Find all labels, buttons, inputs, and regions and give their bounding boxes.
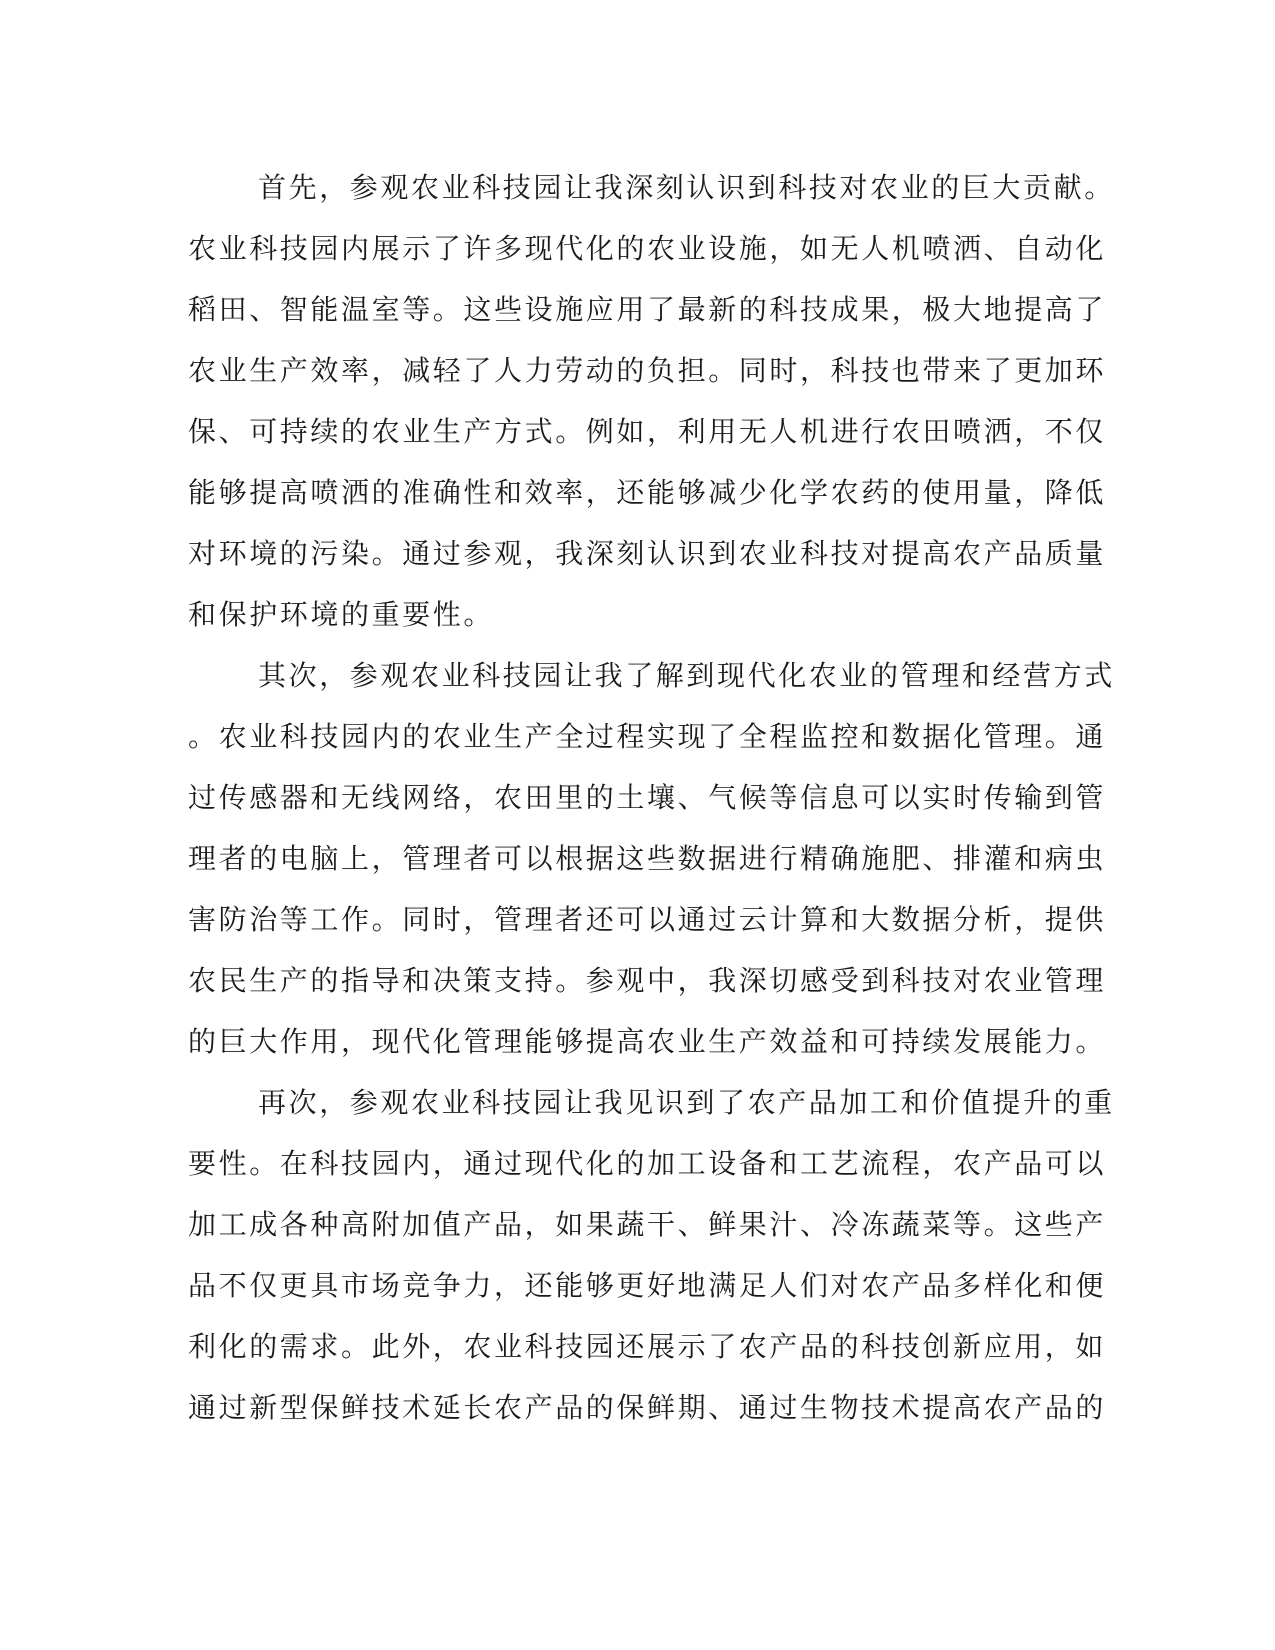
paragraph-line: 利化的需求。此外，农业科技园还展示了农产品的科技创新应用，如 [188, 1330, 1107, 1363]
paragraph-2 [188, 645, 1115, 1072]
paragraph-line: 对环境的污染。通过参观，我深刻认识到农业科技对提高农产品质量 [188, 537, 1107, 570]
paragraph-line: 害防治等工作。同时，管理者还可以通过云计算和大数据分析，提供 [188, 903, 1107, 936]
paragraph-line: 首先，参观农业科技园让我深刻认识到科技对农业的巨大贡献。 [258, 171, 1115, 204]
paragraph-line: 农民生产的指导和决策支持。参观中，我深切感受到科技对农业管理 [188, 964, 1107, 997]
paragraph-line: 理者的电脑上，管理者可以根据这些数据进行精确施肥、排灌和病虫 [188, 842, 1107, 875]
paragraph-3 [188, 1072, 1115, 1438]
paragraph-1 [188, 157, 1115, 645]
paragraph-line: 农业科技园内展示了许多现代化的农业设施，如无人机喷洒、自动化 [188, 232, 1107, 265]
paragraph-line: 。农业科技园内的农业生产全过程实现了全程监控和数据化管理。通 [188, 720, 1107, 753]
paragraph-line: 品不仅更具市场竞争力，还能够更好地满足人们对农产品多样化和便 [188, 1269, 1107, 1302]
paragraph-line: 要性。在科技园内，通过现代化的加工设备和工艺流程，农产品可以 [188, 1147, 1107, 1180]
paragraph-line: 保、可持续的农业生产方式。例如，利用无人机进行农田喷洒，不仅 [188, 415, 1107, 448]
paragraph-line: 其次，参观农业科技园让我了解到现代化农业的管理和经营方式 [258, 659, 1115, 692]
paragraph-line: 过传感器和无线网络，农田里的土壤、气候等信息可以实时传输到管 [188, 781, 1107, 814]
paragraph-line: 的巨大作用，现代化管理能够提高农业生产效益和可持续发展能力。 [188, 1025, 1107, 1058]
paragraph-line: 通过新型保鲜技术延长农产品的保鲜期、通过生物技术提高农产品的 [188, 1391, 1107, 1424]
paragraph-line: 稻田、智能温室等。这些设施应用了最新的科技成果，极大地提高了 [188, 293, 1107, 326]
body-text [188, 157, 1115, 1438]
paragraph-line: 再次，参观农业科技园让我见识到了农产品加工和价值提升的重 [258, 1086, 1115, 1119]
paragraph-line: 和保护环境的重要性。 [188, 598, 495, 631]
paragraph-line: 能够提高喷洒的准确性和效率，还能够减少化学农药的使用量，降低 [188, 476, 1107, 509]
paragraph-line: 加工成各种高附加值产品，如果蔬干、鲜果汁、冷冻蔬菜等。这些产 [188, 1208, 1107, 1241]
paragraph-line: 农业生产效率，减轻了人力劳动的负担。同时，科技也带来了更加环 [188, 354, 1107, 387]
